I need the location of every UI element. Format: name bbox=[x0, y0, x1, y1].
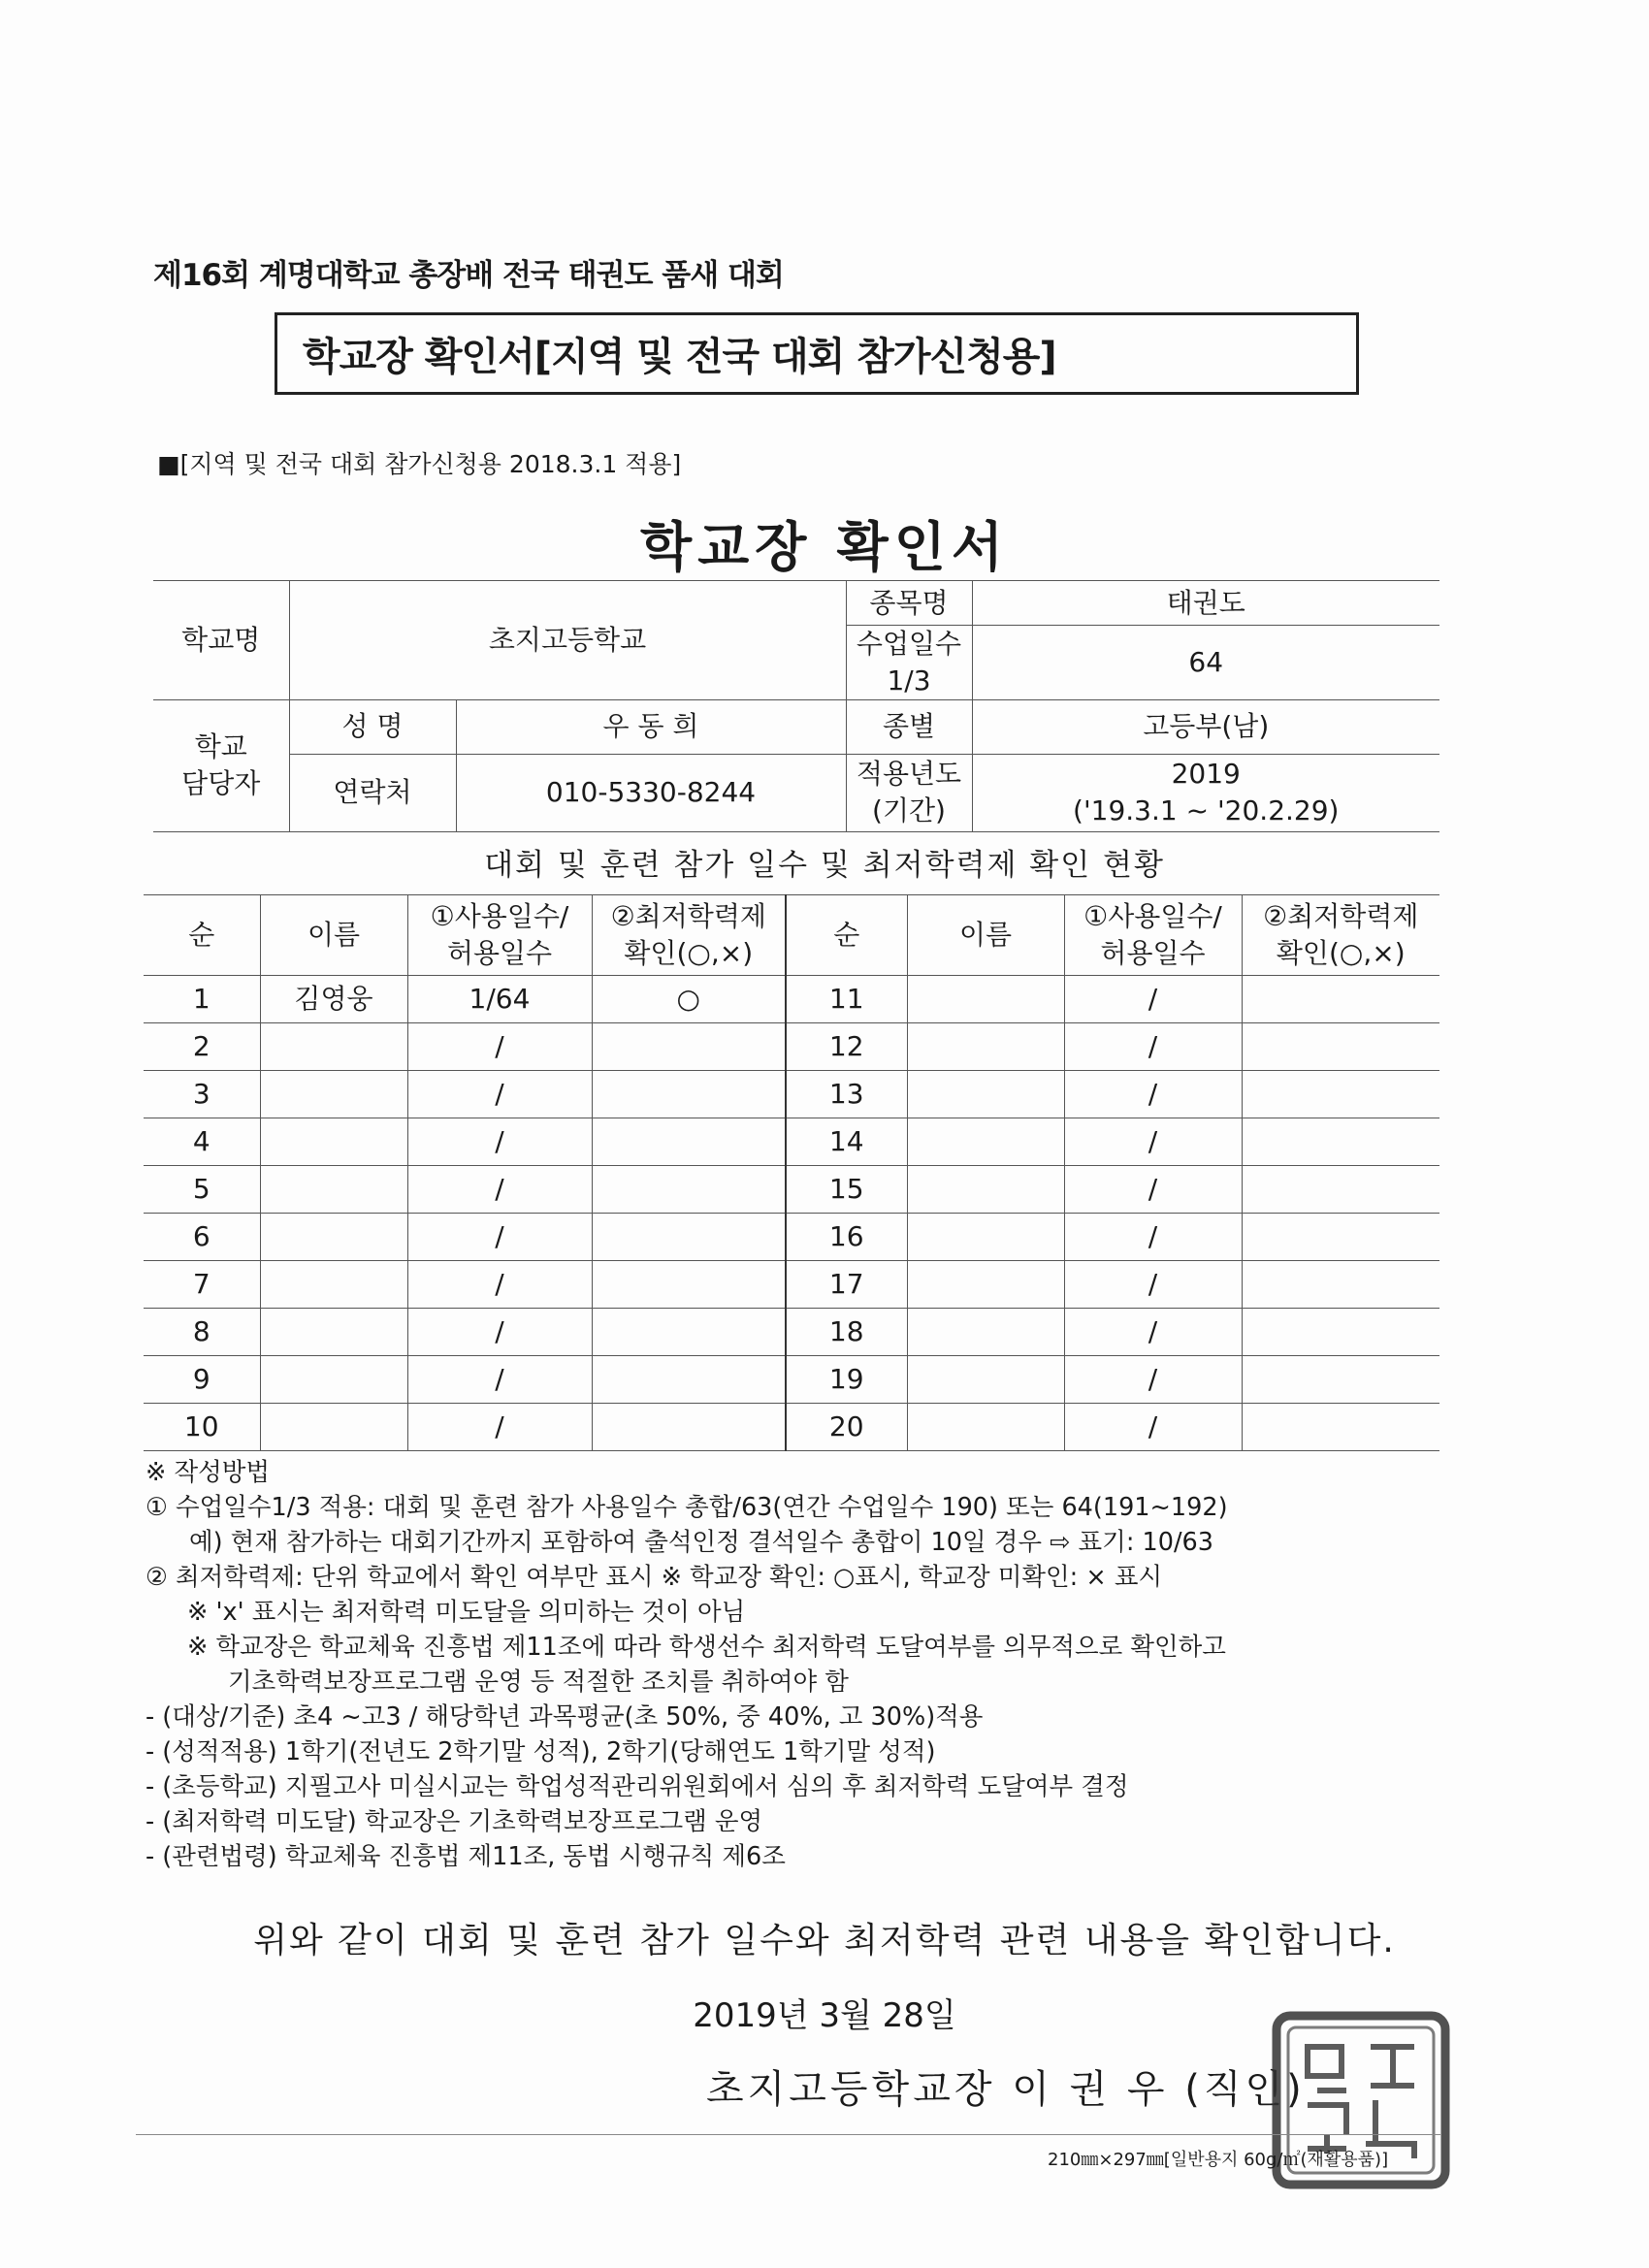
col-days-line2: 허용일수 bbox=[1100, 937, 1206, 969]
cell-no: 10 bbox=[144, 1404, 260, 1451]
table-row bbox=[144, 1309, 1439, 1356]
footer-divider bbox=[136, 2134, 1440, 2135]
cell-days: / bbox=[407, 1309, 592, 1356]
cell-name bbox=[260, 1166, 407, 1214]
table-header-row bbox=[144, 895, 1439, 976]
instruction-line: ※ 학교장은 학교체육 진흥법 제11조에 따라 학생선수 최저학력 도달여부를 의무적으로 확인하고 bbox=[187, 1633, 1226, 1662]
cell-check bbox=[1242, 1309, 1439, 1356]
instruction-line: 기초학력보장프로그램 운영 등 적절한 조치를 취하여야 함 bbox=[228, 1668, 849, 1697]
cell-check bbox=[592, 1309, 786, 1356]
cell-no: 8 bbox=[144, 1309, 260, 1356]
cell-no: 14 bbox=[786, 1118, 907, 1166]
category-label: 종별 bbox=[846, 699, 972, 754]
contact-value: 010-5330-8244 bbox=[456, 754, 846, 831]
cell-check bbox=[1242, 1023, 1439, 1071]
issue-date: 2019년 3월 28일 bbox=[693, 1996, 956, 2035]
form-note: ■[지역 및 전국 대회 참가신청용 2018.3.1 적용] bbox=[157, 450, 682, 478]
class-days-label-line2: 1/3 bbox=[887, 664, 931, 697]
cell-days: / bbox=[407, 1071, 592, 1118]
cell-check bbox=[592, 1166, 786, 1214]
cell-name bbox=[907, 1166, 1064, 1214]
col-days bbox=[407, 895, 592, 976]
class-days-label bbox=[846, 626, 972, 700]
col-check-line2: 확인(○,×) bbox=[624, 937, 754, 969]
cell-check bbox=[1242, 1118, 1439, 1166]
document-title-box bbox=[275, 312, 1359, 395]
document-title: 학교장 확인서[지역 및 전국 대회 참가신청용] bbox=[303, 335, 1056, 379]
cell-name: 김영웅 bbox=[260, 976, 407, 1023]
cell-check bbox=[1242, 1261, 1439, 1309]
table-row bbox=[144, 976, 1439, 1023]
cell-check bbox=[1242, 1404, 1439, 1451]
cell-days: / bbox=[1064, 1261, 1242, 1309]
cell-days: / bbox=[1064, 976, 1242, 1023]
cell-name bbox=[260, 1118, 407, 1166]
cell-no: 1 bbox=[144, 976, 260, 1023]
cell-no: 12 bbox=[786, 1023, 907, 1071]
year-value bbox=[972, 754, 1439, 831]
cell-days: / bbox=[1064, 1214, 1242, 1261]
cell-check bbox=[1242, 1214, 1439, 1261]
table-row bbox=[144, 1261, 1439, 1309]
cell-days: / bbox=[1064, 1071, 1242, 1118]
signer: 초지고등학교장 이 권 우 (직인) bbox=[706, 2067, 1306, 2112]
table-row bbox=[144, 1404, 1439, 1451]
col-days-line1: ①사용일수/ bbox=[1083, 900, 1222, 933]
cell-no: 19 bbox=[786, 1356, 907, 1404]
cell-check: ○ bbox=[592, 976, 786, 1023]
manager-label-line1: 학교 bbox=[194, 730, 247, 763]
paper-size-note: 210㎜×297㎜[일반용지 60g/㎡(재활용품)] bbox=[1048, 2150, 1389, 2170]
cell-days: / bbox=[1064, 1023, 1242, 1071]
instruction-line: - (대상/기준) 초4 ~고3 / 해당학년 과목평균(초 50%, 중 40%, 고 30%)적용 bbox=[146, 1702, 984, 1732]
cell-name bbox=[260, 1309, 407, 1356]
col-days bbox=[1064, 895, 1242, 976]
cell-no: 2 bbox=[144, 1023, 260, 1071]
cell-check bbox=[592, 1356, 786, 1404]
cell-days: / bbox=[1064, 1404, 1242, 1451]
participation-table bbox=[144, 894, 1439, 1451]
table-row bbox=[144, 1023, 1439, 1071]
instruction-line: - (성적적용) 1학기(전년도 2학기말 성적), 2학기(당해연도 1학기말 성적) bbox=[146, 1737, 936, 1766]
class-days-value: 64 bbox=[972, 626, 1439, 700]
instruction-line: - (초등학교) 지필고사 미실시교는 학업성적관리위원회에서 심의 후 최저학력 도달여부 결정 bbox=[146, 1772, 1129, 1801]
manager-label bbox=[153, 699, 289, 831]
cell-days: / bbox=[1064, 1118, 1242, 1166]
cell-no: 4 bbox=[144, 1118, 260, 1166]
school-name: 초지고등학교 bbox=[289, 581, 846, 700]
cell-name bbox=[260, 1404, 407, 1451]
cell-check bbox=[1242, 1166, 1439, 1214]
cell-days: / bbox=[407, 1214, 592, 1261]
cell-no: 11 bbox=[786, 976, 907, 1023]
cell-name bbox=[907, 1404, 1064, 1451]
manager-label-line2: 담당자 bbox=[181, 767, 261, 800]
instruction-line: - (관련법령) 학교체육 진흥법 제11조, 동법 시행규칙 제6조 bbox=[146, 1842, 786, 1871]
cell-days: / bbox=[407, 1261, 592, 1309]
cell-name bbox=[907, 976, 1064, 1023]
manager-name: 우 동 희 bbox=[456, 699, 846, 754]
cell-check bbox=[592, 1023, 786, 1071]
cell-check bbox=[592, 1071, 786, 1118]
cell-name bbox=[260, 1356, 407, 1404]
cell-check bbox=[1242, 1071, 1439, 1118]
instruction-line: ① 수업일수1/3 적용: 대회 및 훈련 참가 사용일수 총합/63(연간 수업일수 190) 또는 64(191~192) bbox=[146, 1493, 1228, 1522]
table-row bbox=[144, 1118, 1439, 1166]
contact-label: 연락처 bbox=[289, 754, 456, 831]
cell-no: 15 bbox=[786, 1166, 907, 1214]
cell-name bbox=[260, 1071, 407, 1118]
cell-name bbox=[907, 1214, 1064, 1261]
cell-check bbox=[592, 1404, 786, 1451]
confirmation-statement: 위와 같이 대회 및 훈련 참가 일수와 최저학력 관련 내용을 확인합니다. bbox=[253, 1921, 1396, 1960]
period: ('19.3.1 ~ '20.2.29) bbox=[1073, 794, 1340, 827]
cell-days: 1/64 bbox=[407, 976, 592, 1023]
col-check-line1: ②최저학력제 bbox=[1263, 900, 1419, 933]
cell-days: / bbox=[407, 1166, 592, 1214]
cell-name bbox=[907, 1071, 1064, 1118]
year-label bbox=[846, 754, 972, 831]
cell-days: / bbox=[1064, 1166, 1242, 1214]
name-label: 성 명 bbox=[289, 699, 456, 754]
cell-name bbox=[260, 1261, 407, 1309]
cell-name bbox=[907, 1118, 1064, 1166]
cell-days: / bbox=[1064, 1356, 1242, 1404]
school-info-table bbox=[153, 580, 1439, 832]
cell-no: 6 bbox=[144, 1214, 260, 1261]
cell-no: 20 bbox=[786, 1404, 907, 1451]
cell-name bbox=[260, 1214, 407, 1261]
cell-no: 13 bbox=[786, 1071, 907, 1118]
cell-check bbox=[592, 1118, 786, 1166]
year-label-line1: 적용년도 bbox=[856, 758, 962, 791]
school-label: 학교명 bbox=[153, 581, 289, 700]
instruction-line: - (최저학력 미도달) 학교장은 기초학력보장프로그램 운영 bbox=[146, 1807, 763, 1836]
instruction-line: ② 최저학력제: 단위 학교에서 확인 여부만 표시 ※ 학교장 확인: ○표시, 학교장 미확인: × 표시 bbox=[146, 1563, 1163, 1592]
class-days-label-line1: 수업일수 bbox=[856, 628, 962, 660]
col-no: 순 bbox=[786, 895, 907, 976]
cell-days: / bbox=[407, 1118, 592, 1166]
col-name: 이름 bbox=[260, 895, 407, 976]
cell-check bbox=[1242, 1356, 1439, 1404]
category-value: 고등부(남) bbox=[972, 699, 1439, 754]
col-check bbox=[592, 895, 786, 976]
cell-check bbox=[592, 1214, 786, 1261]
cell-name bbox=[260, 1023, 407, 1071]
col-days-line1: ①사용일수/ bbox=[430, 900, 569, 933]
cell-days: / bbox=[407, 1404, 592, 1451]
col-name: 이름 bbox=[907, 895, 1064, 976]
col-check-line2: 확인(○,×) bbox=[1276, 937, 1406, 969]
table-row bbox=[144, 1214, 1439, 1261]
cell-name bbox=[907, 1356, 1064, 1404]
instruction-line: ※ 'x' 표시는 최저학력 미도달을 의미하는 것이 아님 bbox=[187, 1598, 746, 1627]
cell-check bbox=[1242, 976, 1439, 1023]
cell-days: / bbox=[1064, 1309, 1242, 1356]
cell-days: / bbox=[407, 1023, 592, 1071]
cell-no: 5 bbox=[144, 1166, 260, 1214]
table-row bbox=[144, 1166, 1439, 1214]
instruction-line: ※ 작성방법 bbox=[146, 1458, 271, 1487]
cell-no: 7 bbox=[144, 1261, 260, 1309]
status-title: 대회 및 훈련 참가 일수 및 최저학력제 확인 현황 bbox=[484, 848, 1165, 883]
cell-no: 9 bbox=[144, 1356, 260, 1404]
cell-check bbox=[592, 1261, 786, 1309]
cell-name bbox=[907, 1261, 1064, 1309]
cell-days: / bbox=[407, 1356, 592, 1404]
instruction-line: 예) 현재 참가하는 대회기간까지 포함하여 출석인정 결석일수 총합이 10일 경우 ⇨ 표기: 10/63 bbox=[189, 1528, 1213, 1557]
event-title: 제16회 계명대학교 총장배 전국 태권도 품새 대회 bbox=[153, 258, 784, 293]
cell-no: 3 bbox=[144, 1071, 260, 1118]
col-check-line1: ②최저학력제 bbox=[610, 900, 766, 933]
cell-name bbox=[907, 1309, 1064, 1356]
col-check bbox=[1242, 895, 1439, 976]
cell-name bbox=[907, 1023, 1064, 1071]
year: 2019 bbox=[1171, 758, 1241, 791]
col-no: 순 bbox=[144, 895, 260, 976]
table-row bbox=[144, 1071, 1439, 1118]
sport-label: 종목명 bbox=[846, 581, 972, 626]
year-label-line2: (기간) bbox=[872, 794, 946, 827]
page-title: 학교장 확인서 bbox=[640, 516, 1009, 578]
cell-no: 18 bbox=[786, 1309, 907, 1356]
sport-value: 태권도 bbox=[972, 581, 1439, 626]
col-days-line2: 허용일수 bbox=[446, 937, 553, 969]
cell-no: 17 bbox=[786, 1261, 907, 1309]
instructions bbox=[146, 1455, 1455, 1874]
table-row bbox=[144, 1356, 1439, 1404]
cell-no: 16 bbox=[786, 1214, 907, 1261]
